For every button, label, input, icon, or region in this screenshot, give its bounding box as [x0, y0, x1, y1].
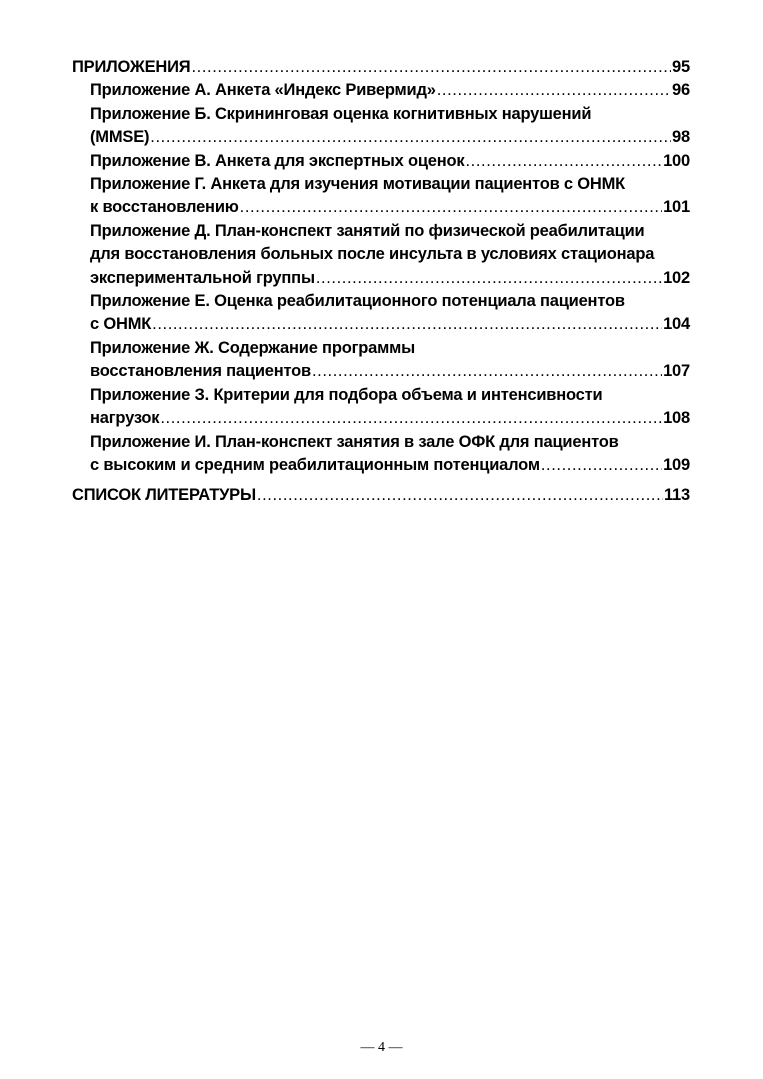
- toc-entry-appendix-e[interactable]: [72, 290, 690, 337]
- toc-entry-title: Приложение Е. Оценка реабилитационного потенциала пациентов: [90, 292, 625, 311]
- toc-entry-appendix-g[interactable]: [72, 173, 690, 220]
- toc-entry-title-continued: восстановления пациентов: [90, 362, 311, 381]
- dot-leader: [152, 313, 662, 336]
- toc-entry-title: Приложение Б. Скрининговая оценка когнитивных нарушений: [90, 104, 592, 123]
- toc-page-number: 100: [663, 151, 690, 170]
- toc-page-number: 96: [672, 81, 690, 100]
- toc-entry-title-continued: с высоким и средним реабилитационным потенциалом: [90, 455, 540, 474]
- toc-entry-appendix-d[interactable]: [72, 220, 690, 290]
- dot-leader: [150, 126, 671, 149]
- dot-leader: [257, 484, 663, 507]
- dot-leader: [312, 360, 662, 383]
- dot-leader: [465, 150, 662, 173]
- toc-page-number: 108: [663, 409, 690, 428]
- toc-entry-title: Приложение Г. Анкета для изучения мотивации пациентов с ОНМК: [90, 175, 626, 194]
- table-of-contents: [72, 56, 690, 508]
- toc-page-number: 98: [672, 128, 690, 147]
- toc-entry-title-continued: экспериментальной группы: [90, 268, 315, 287]
- dot-leader: [191, 56, 671, 79]
- toc-entry-title: Приложение И. План-конспект занятия в зале ОФК для пациентов: [90, 432, 619, 451]
- toc-entry-title-continued: для восстановления больных после инсульта в условиях стационара: [90, 245, 655, 264]
- toc-page-number: 95: [672, 58, 690, 76]
- toc-entry-title: Приложение Ж. Содержание программы: [90, 338, 416, 357]
- toc-page-number: 109: [663, 455, 690, 474]
- toc-entry-title-continued: к восстановлению: [90, 198, 239, 217]
- toc-entry-title-continued: нагрузок: [90, 409, 160, 428]
- dot-leader: [437, 79, 671, 102]
- toc-entry-title: Приложение Д. План-конспект занятий по физической реабилитации: [90, 221, 645, 240]
- dot-leader: [541, 454, 662, 477]
- page-number-footer: — 4 —: [360, 1040, 403, 1055]
- toc-page-number: 107: [663, 362, 690, 381]
- toc-entry-title: Приложение В. Анкета для экспертных оценок: [90, 151, 465, 170]
- toc-page-number: 104: [663, 315, 690, 334]
- toc-entry-appendix-a[interactable]: [72, 79, 690, 102]
- toc-entry-title-continued: (MMSE): [90, 128, 150, 147]
- toc-entry-references[interactable]: [72, 484, 690, 507]
- dot-leader: [240, 196, 662, 219]
- toc-entry-appendix-z[interactable]: [72, 384, 690, 431]
- toc-entry-title: ПРИЛОЖЕНИЯ: [72, 58, 191, 76]
- toc-entry-title: СПИСОК ЛИТЕРАТУРЫ: [72, 486, 256, 505]
- toc-entry-appendix-b[interactable]: [72, 103, 690, 150]
- toc-page-number: 113: [663, 486, 690, 505]
- toc-entry-appendix-v[interactable]: [72, 150, 690, 173]
- toc-entry-appendix-zh[interactable]: [72, 337, 690, 384]
- dot-leader: [316, 267, 662, 290]
- toc-page-number: 101: [663, 198, 690, 217]
- dot-leader: [160, 407, 662, 430]
- toc-entry-title: Приложение З. Критерии для подбора объема и интенсивности: [90, 385, 603, 404]
- toc-entry-title: Приложение А. Анкета «Индекс Ривермид»: [90, 81, 436, 100]
- toc-page-number: 102: [663, 268, 690, 287]
- toc-entry-appendices[interactable]: [72, 56, 690, 79]
- toc-entry-appendix-i[interactable]: [72, 431, 690, 478]
- toc-entry-title-continued: с ОНМК: [90, 315, 152, 334]
